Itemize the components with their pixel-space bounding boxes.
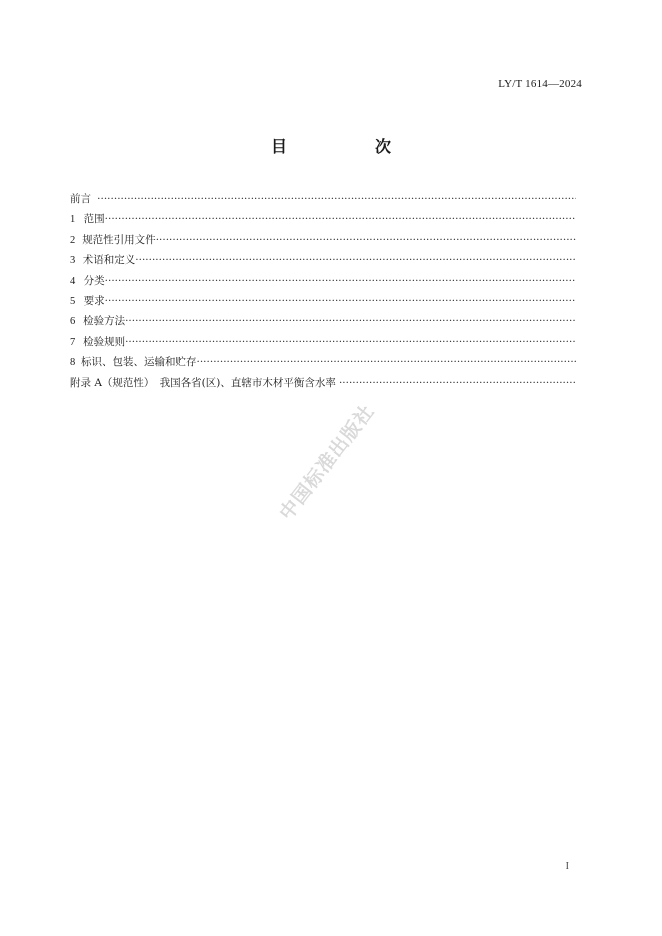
toc-entry-3[interactable] <box>70 250 576 270</box>
toc-leader-dots <box>97 189 576 209</box>
toc-entry-label: 前言 <box>70 193 91 205</box>
toc-leader-dots <box>105 271 576 291</box>
toc-entry-number: 8 <box>70 357 76 369</box>
toc-entry-5[interactable] <box>70 291 576 311</box>
toc-entry-label: 术语和定义 <box>82 254 136 267</box>
toc-entry-label: 标识、包装、运输和贮存 <box>81 356 197 369</box>
toc-entry-6[interactable] <box>70 311 576 331</box>
toc-entry-label: 分类 <box>83 274 105 287</box>
toc-leader-dots <box>105 209 576 229</box>
toc-entry-1[interactable] <box>70 209 576 229</box>
toc-entry-label: 要求 <box>83 294 105 307</box>
toc-leader-dots <box>135 250 576 270</box>
toc-entry-label: 规范性引用文件 <box>82 233 156 246</box>
toc-entry-number: 2 <box>70 234 76 246</box>
page-number: I <box>565 861 569 872</box>
toc-entry-7[interactable] <box>70 332 576 352</box>
toc-leader-dots <box>125 332 576 352</box>
toc-entry-label: 检验规则 <box>83 335 126 348</box>
toc-entry-label: 附录 A（规范性） 我国各省(区)、直辖市木材平衡含水率 <box>70 376 336 389</box>
toc-entry-number: 4 <box>70 275 76 287</box>
toc-leader-dots <box>125 311 576 331</box>
toc-entry-label: 范围 <box>83 213 105 226</box>
page-title: 目 次 <box>270 137 427 156</box>
toc-leader-dots <box>105 291 576 311</box>
toc-entry-number: 5 <box>70 295 76 307</box>
toc-entry-number: 6 <box>70 316 76 328</box>
toc-entry-appendix-a[interactable] <box>70 373 576 393</box>
toc-entry-number: 7 <box>70 336 76 348</box>
publisher-watermark: 中国标准出版社 <box>275 400 379 525</box>
table-of-contents <box>70 189 576 393</box>
toc-entry-2[interactable] <box>70 230 576 250</box>
toc-entry-label: 检验方法 <box>83 315 126 328</box>
toc-leader-dots <box>339 373 576 393</box>
toc-entry-4[interactable] <box>70 271 576 291</box>
toc-leader-dots <box>197 352 577 372</box>
standard-number: LY/T 1614—2024 <box>498 78 582 90</box>
toc-entry-8[interactable] <box>70 352 576 372</box>
toc-leader-dots <box>156 230 576 250</box>
toc-entry-foreword[interactable] <box>70 189 576 209</box>
toc-entry-number: 3 <box>70 255 76 267</box>
toc-entry-number: 1 <box>70 214 76 226</box>
